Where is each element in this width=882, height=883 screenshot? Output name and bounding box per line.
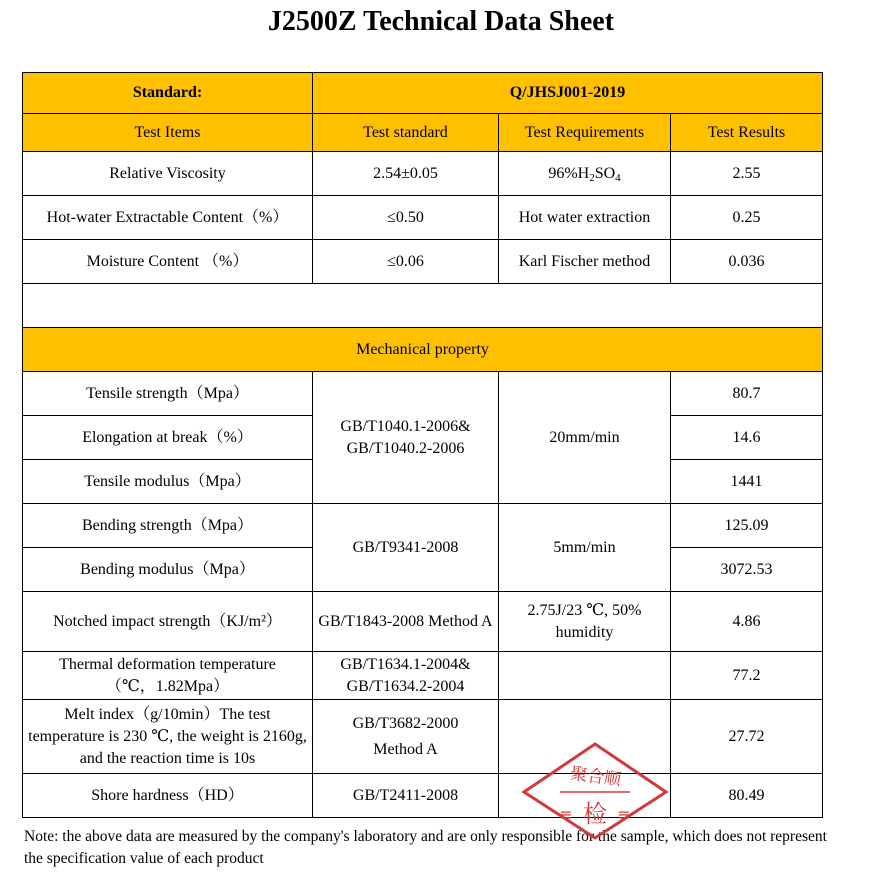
standard-cell: GB/T2411-2008 (313, 774, 499, 818)
stamp-mark-left: ≡ (559, 805, 573, 824)
standard-line: GB/T1040.2-2006 (346, 439, 465, 457)
item-cell: Tensile modulus（Mpa） (23, 460, 313, 504)
section-title: Mechanical property (23, 328, 823, 372)
standard-cell: GB/T9341-2008 (313, 504, 499, 592)
result-cell: 0.036 (671, 240, 823, 284)
technical-data-table (22, 72, 823, 818)
item-cell (23, 652, 313, 700)
header-test-requirements: Test Requirements (499, 114, 671, 152)
blank-row (23, 284, 823, 328)
requirement-cell: 5mm/min (499, 504, 671, 592)
result-cell: 0.25 (671, 196, 823, 240)
document-title: J2500Z Technical Data Sheet (267, 6, 615, 37)
item-cell: Elongation at break（%） (23, 416, 313, 460)
table-row (23, 240, 823, 284)
item-cell: Notched impact strength（KJ/m²） (23, 592, 313, 652)
table-row (23, 592, 823, 652)
item-cell: Bending modulus（Mpa） (23, 548, 313, 592)
standard-cell (313, 372, 499, 504)
item-cell: Tensile strength（Mpa） (23, 372, 313, 416)
standard-cell: ≤0.50 (313, 196, 499, 240)
standard-row (23, 73, 823, 114)
stamp-text-top: 聚合顺 (569, 763, 623, 791)
requirement-cell: 2.75J/23 ℃, 50% humidity (499, 592, 671, 652)
item-cell: Bending strength（Mpa） (23, 504, 313, 548)
standard-line: Method A (373, 740, 438, 758)
requirement-cell (499, 152, 671, 196)
item-cell: Moisture Content （%） (23, 240, 313, 284)
requirement-cell (499, 774, 671, 818)
standard-line: GB/T1040.1-2006& (340, 417, 471, 435)
result-cell: 2.55 (671, 152, 823, 196)
requirement-text: 96%H (548, 164, 590, 182)
table-row (23, 774, 823, 818)
result-cell: 77.2 (671, 652, 823, 700)
result-cell: 1441 (671, 460, 823, 504)
item-cell: Hot-water Extractable Content（%） (23, 196, 313, 240)
requirement-cell: Hot water extraction (499, 196, 671, 240)
requirement-cell: Karl Fischer method (499, 240, 671, 284)
standard-cell (313, 700, 499, 774)
header-test-standard: Test standard (313, 114, 499, 152)
footnote: Note: the above data are measured by the company's laboratory and are only responsible for the sample, which does not represent the specification value of each product (24, 828, 827, 867)
subscript: 4 (615, 171, 621, 184)
table-row (23, 152, 823, 196)
requirement-cell (499, 700, 671, 774)
result-cell: 3072.53 (671, 548, 823, 592)
item-cell: Shore hardness（HD） (23, 774, 313, 818)
requirement-text: SO (594, 164, 616, 182)
requirement-cell (499, 652, 671, 700)
table-row (23, 652, 823, 700)
subscript: 2 (589, 171, 595, 184)
result-cell: 80.49 (671, 774, 823, 818)
result-cell: 125.09 (671, 504, 823, 548)
standard-line: GB/T1634.2-2004 (346, 677, 465, 695)
item-cell: Melt index（g/10min）The test temperature is 230 ℃, the weight is 2160g, and the reaction time is 10s (23, 700, 313, 774)
standard-label: Standard: (23, 73, 313, 114)
standard-cell: 2.54±0.05 (313, 152, 499, 196)
table-row (23, 700, 823, 774)
item-cell: Relative Viscosity (23, 152, 313, 196)
table-row (23, 372, 823, 416)
header-row (23, 114, 823, 152)
table-row (23, 196, 823, 240)
result-cell: 80.7 (671, 372, 823, 416)
blank-cell (23, 284, 823, 328)
stamp-text-bottom: 检 (583, 800, 607, 828)
table-row (23, 504, 823, 548)
item-line: Thermal deformation temperature (59, 655, 276, 673)
result-cell: 27.72 (671, 700, 823, 774)
standard-line: GB/T1634.1-2004& (340, 655, 471, 673)
result-cell: 14.6 (671, 416, 823, 460)
requirement-cell: 20mm/min (499, 372, 671, 504)
standard-cell: ≤0.06 (313, 240, 499, 284)
header-test-items: Test Items (23, 114, 313, 152)
standard-value: Q/JHSJ001-2019 (313, 73, 823, 114)
stamp-mark-right: ≡ (617, 805, 631, 824)
standard-cell: GB/T1843-2008 Method A (313, 592, 499, 652)
standard-cell (313, 652, 499, 700)
section-row (23, 328, 823, 372)
standard-line: GB/T3682-2000 (352, 714, 459, 732)
item-line: （℃，1.82Mpa） (105, 677, 230, 695)
header-test-results: Test Results (671, 114, 823, 152)
result-cell: 4.86 (671, 592, 823, 652)
